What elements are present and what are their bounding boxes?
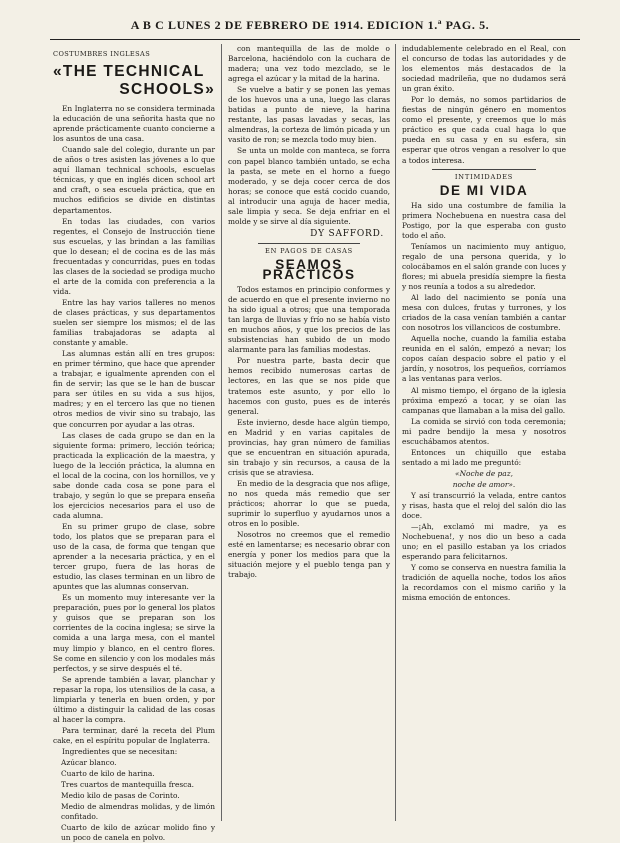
column-1: [53, 44, 215, 843]
article3-paragraph: Al lado del nacimiento se ponía una mesa con dulces, frutas y turrones, y los criados de la casa venían también a cantar con nosotros los villancicos de costumbre.: [402, 293, 566, 333]
article3-prev-paragraph: Por lo demás, no somos partidarios de fiestas de ningún género en momentos como el presente, y creemos que lo más práctico es que cada cual haga lo que pueda en su casa y en su esfera, sin esperar que otros vengan a resolver lo que a todos interesa.: [402, 95, 566, 165]
article2-paragraph: Todos estamos en principio conformes y de acuerdo en que el presente invierno no ha sido igual a otros; que una temporada tan larga de lluvias y frío no se había visto en muchos años, y que los precios de las subsistencias han subido de un modo alarmante para las familias modestas.: [228, 285, 390, 355]
column-3: [402, 44, 566, 827]
article3-paragraph: Ha sido una costumbre de familia la primera Nochebuena en nuestra casa del Postigo, por la que esperaba con gusto todo el año.: [402, 200, 566, 240]
article1-cont-paragraph: Se vuelve a batir y se ponen las yemas de los huevos una a una, luego las claras batidas a punto de nieve, la harina restante, las pasas lavadas y secas, las almendras, la corteza de limón picada y un vasito de ron; se mezcla todo muy bien.: [228, 85, 390, 145]
article1-paragraph: Las clases de cada grupo se dan en la siguiente forma: primero, lección teórica; practicada la explicación de la maestra, y luego de la lección práctica, la alumna en el local de la cocina, con los hornillos, ve y sabe donde cada cosa se pone para el trabajo, y según lo que se prepara enseña los ejercicios necesarios para el uso de cada alumna.: [53, 430, 215, 520]
article3-headline: DE MI VIDA: [439, 182, 529, 198]
recipe-item: Tres cuartos de mantequilla fresca.: [61, 780, 195, 790]
section-divider: [432, 169, 536, 170]
article3-paragraph: Aquella noche, cuando la familia estaba reunida en el salón, empezó a nevar; los copos caían despacio sobre el patio y el jardín, y nosotros, los pequeños, corríamos a las ventanas para verlos.: [402, 334, 566, 384]
article3-kicker: INTIMIDADES: [454, 172, 514, 181]
article1-kicker: COSTUMBRES INGLESAS: [53, 50, 151, 58]
article2-paragraph: En medio de la desgracia que nos aflige, no nos queda más remedio que ser prácticos; ahorrar lo que se pueda, suprimir lo superfluo y ayudarnos unos a otros en lo posible.: [228, 478, 390, 529]
article2-paragraph: Este invierno, desde hace algún tiempo, en Madrid y en varias capitales de provincias, hay gran número de familias que se encuentran en situación apurada, sin trabajo y sin recursos, a causa de la crisis que se atraviesa.: [228, 417, 390, 477]
poem-line: noche de amor».: [452, 479, 516, 489]
article3-paragraph: Al mismo tiempo, el órgano de la iglesia próxima empezó a tocar, y se oían las campanas que llamaban a la misa del gallo.: [402, 385, 566, 415]
column-rule-1: [221, 44, 222, 821]
article1-paragraph: En su primer grupo de clase, sobre todo, los platos que se preparan para el uso de la casa, de forma que tengan que aprender a la necesaria práctica, y en el tercer grupo, fuera de las horas de estudio, las clases terminan en un libro de apuntes que las alumnas conservan.: [53, 521, 215, 592]
article3-paragraph: Entonces un chiquillo que estaba sentado a mi lado me preguntó:: [402, 447, 566, 467]
article1-headline-line2: SCHOOLS»: [119, 81, 215, 99]
article1-headline-line1: «THE TECHNICAL: [53, 63, 205, 81]
running-head: A B C LUNES 2 DE FEBRERO DE 1914. EDICION 1.ª PAG. 5.: [130, 18, 490, 32]
article3-prev-paragraph: indudablemente celebrado en el Real, con el concurso de todas las autoridades y de los elementos más destacados de la sociedad madrileña, que no dudamos será un gran éxito.: [402, 44, 566, 94]
article1-cont-paragraph: Se unta un molde con manteca, se forra con papel blanco también untado, se echa la pasta, se mete en el horno a fuego moderado, y se deja cocer cerca de dos horas; se conoce que está cocido cuando, al introducir una aguja de hacer media, sale limpia y seca. Se deja enfriar en el molde y se sirve al día siguiente.: [228, 146, 390, 226]
column-2: [228, 44, 390, 827]
article1-paragraph: En todas las ciudades, con varios regentes, el Consejo de Instrucción tiene sus escuelas, y las brindan a las familias que lo desean; el de cocina es de las más frecuentadas y concurridas, pues en todas las clases de la sociedad se prodiga mucho el arte de la comida con preferencia a la vida.: [53, 216, 215, 296]
article1-cont-paragraph: con mantequilla de las de molde o Barcelona, haciéndolo con la cuchara de madera; una vez todo mezclado, se le agrega el azúcar y la mitad de la harina.: [228, 44, 390, 84]
recipe-item: Cuarto de kilo de harina.: [61, 769, 155, 779]
recipe-item: Cuarto de kilo de azúcar molido fino y un poco de canela en polvo.: [61, 823, 215, 843]
recipe-item: Medio kilo de pasas de Corinto.: [61, 791, 180, 801]
article2-headline: SEAMOS PRÁCTICOS: [262, 256, 356, 282]
column-rule-2: [395, 44, 396, 821]
article1-paragraph: Las alumnas están allí en tres grupos: en primer término, que hace que aprender a trabajar, e igualmente aprenden con el fin de servir; las que se le han de buscar para ser útiles en su vida a sus hijos, madres; y en el tercero las que no tienen otros medios de vivir sino su trabajo, las que concurren por ayudar a las otras.: [53, 349, 215, 429]
article3-paragraph: La comida se sirvió con toda ceremonia; mi padre bendijo la mesa y nosotros escuchábamos atentos.: [402, 416, 566, 446]
article3-paragraph: Y así transcurrió la velada, entre cantos y risas, hasta que el reloj del salón dio las doce.: [402, 490, 566, 521]
article1-headline: [53, 63, 215, 99]
article1-paragraph: En Inglaterra no se considera terminada la educación de una señorita hasta que no aprende prácticamente cuanto concierne a los asuntos de una casa.: [53, 104, 215, 144]
article1-paragraph: Entre las hay varios talleres no menos de clases prácticas, y sus departamentos suelen ser siempre los mismos; el de las familias trabajadoras se adapta al constante y amable.: [53, 297, 215, 348]
recipe-item: Medio de almendras molidas, y de limón confitado.: [61, 802, 215, 822]
recipe-item: Azúcar blanco.: [61, 758, 117, 768]
article1-signature: DY SAFFORD.: [310, 228, 384, 239]
article3-paragraph: Y como se conserva en nuestra familia la tradición de aquella noche, todos los años la recordamos con el mismo cariño y la misma emoción de entonces.: [402, 563, 566, 603]
article1-paragraph: Cuando sale del colegio, durante un par de años o tres asisten las jóvenes a lo que aquí llaman technical schools, escuelas técnicas, y que en inglés dicen school art and craft, o sea escuela práctica, que en muchos edificios se divide en distintas departamentos.: [53, 145, 215, 215]
recipe-list: [53, 758, 215, 843]
article3-paragraph: Teníamos un nacimiento muy antiguo, regalo de una persona querida, y lo colocábamos en el salón grande con luces y flores; mi abuela presidía siempre la fiesta y nos reunía a todos a su alrededor.: [402, 241, 566, 292]
article2-paragraph: Por nuestra parte, basta decir que hemos recibido numerosas cartas de lectores, en las que se nos pide que tratemos este asunto, y por ello lo hacemos con gusto, pues es de interés general.: [228, 356, 390, 416]
poem-line: «Noche de paz,: [455, 468, 513, 478]
article1-paragraph: Ingredientes que se necesitan:: [62, 747, 178, 756]
header-rule: [50, 39, 580, 40]
article2-paragraph: Nosotros no creemos que el remedio esté en lamentarse; es necesario obrar con energía y poner los medios para que la situación mejore y el pueblo tenga pan y trabajo.: [228, 530, 390, 580]
article1-paragraph: Se aprende también a lavar, planchar y repasar la ropa, los utensilios de la casa, a limpiarla y tenerla en buen orden, y por último a distinguir la calidad de las cosas al hacer la compra.: [53, 674, 215, 724]
article1-paragraph: Es un momento muy interesante ver la preparación, pues por lo general los platos y guisos que se preparan son los corrientes de la cocina inglesa; se sirve la comida a una larga mesa, con el mantel muy limpio y blanco, en el centro flores. Se come en silencio y con los modales más perfectos, y se sirve después el té.: [53, 593, 215, 673]
article1-paragraph: Para terminar, daré la receta del Plum cake, en el espíritu popular de Inglaterra.: [53, 725, 215, 745]
article3-paragraph: —¡Ah, exclamó mi madre, ya es Nochebuena!, y nos dio un beso a cada uno; en el pasillo estaban ya los criados esperando para felicitarnos.: [402, 522, 566, 562]
section-divider: [258, 243, 360, 244]
article2-kicker: EN PAGOS DE CASAS: [265, 246, 353, 255]
